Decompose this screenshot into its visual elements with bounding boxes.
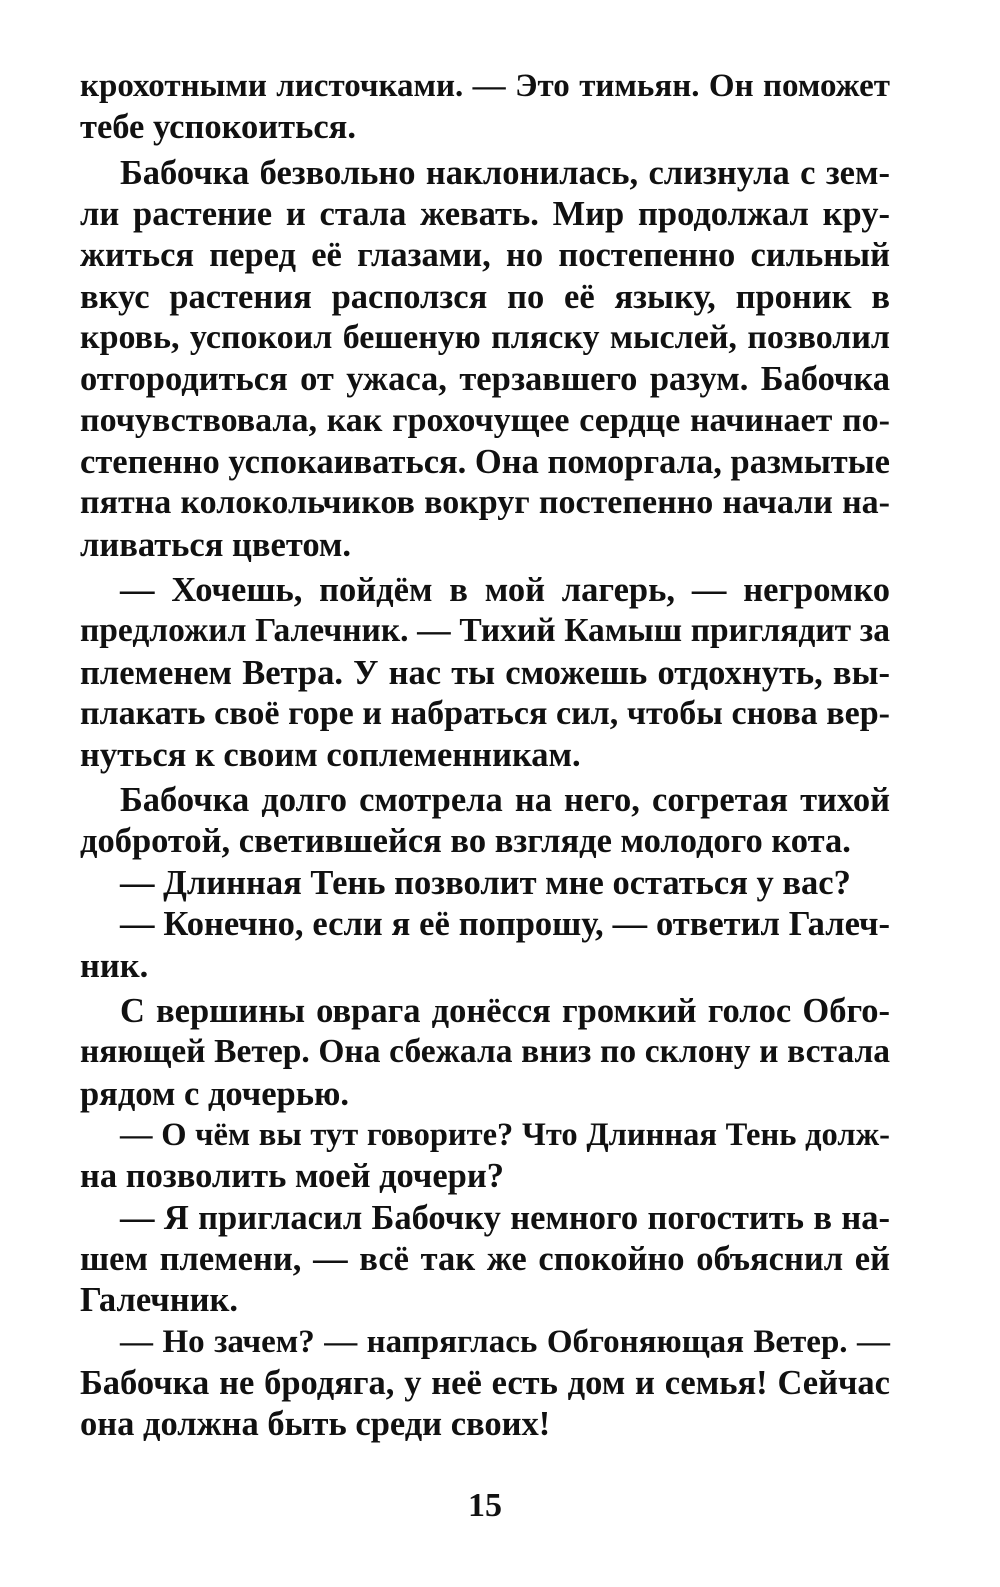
text-line: степенно успокаиваться. Она поморгала, размытые [80,443,890,481]
text-line: пятна колокольчиков вокруг постепенно начали на- [80,484,890,521]
text-line: отгородиться от ужаса, терзавшего разум. Бабочка [80,360,890,398]
text-line: добротой, светившейся во взгляде молодого кота. [80,822,851,860]
text-line: житься перед её глазами, но постепенно сильный [80,236,890,274]
text-line: ливаться цветом. [80,526,352,564]
text-line: она должна быть среди своих! [80,1405,551,1443]
book-page [80,0,890,1587]
text-line: — Конечно, если я её попрошу, — ответил Галеч- [120,905,890,943]
text-line: предложил Галечник. — Тихий Камыш приглядит за [80,612,890,649]
text-line: ник. [80,947,149,985]
text-line: Бабочка безвольно наклонилась, слизнула с зем- [120,154,890,192]
text-line: Бабочка не бродяга, у неё есть дом и семья! Сейчас [80,1364,890,1402]
text-line: плакать своё горе и набраться сил, чтобы снова вер- [80,695,890,732]
text-line: племенем Ветра. У нас ты сможешь отдохнуть, вы- [80,654,890,692]
text-line: ли растение и стала жевать. Мир продолжал кру- [80,195,890,233]
text-line: вкус растения расползся по её языку, проник в [80,278,890,316]
text-line: С вершины оврага донёсся громкий голос Обго- [120,992,890,1030]
text-line: Галечник. [80,1281,238,1319]
text-line: кровь, успокоил бешеную пляску мыслей, позволил [80,319,890,356]
text-line: почувствовала, как грохочущее сердце начинает по- [80,402,890,439]
text-line: нуться к своим соплеменникам. [80,736,581,774]
text-line: тебе успокоиться. [80,108,356,146]
text-line: — О чём вы тут говорите? Что Длинная Тень долж- [120,1117,890,1153]
text-line: — Но зачем? — напряглась Обгоняющая Ветер. — [120,1324,890,1360]
text-line: крохотными листочками. — Это тимьян. Он поможет [80,68,890,104]
text-line: — Длинная Тень позволит мне остаться у вас? [120,864,851,902]
text-line: шем племени, — всё так же спокойно объяснил ей [80,1240,890,1278]
text-line: Бабочка долго смотрела на него, согретая тихой [120,781,890,819]
text-line: — Хочешь, пойдём в мой лагерь, — негромко [120,571,890,609]
text-line: рядом с дочерью. [80,1075,349,1113]
text-line: на позволить моей дочери? [80,1157,504,1195]
text-line: — Я пригласил Бабочку немного погостить в на- [120,1199,890,1237]
page-number: 15 [468,1487,502,1524]
text-line: няющей Ветер. Она сбежала вниз по склону и встала [80,1033,890,1070]
